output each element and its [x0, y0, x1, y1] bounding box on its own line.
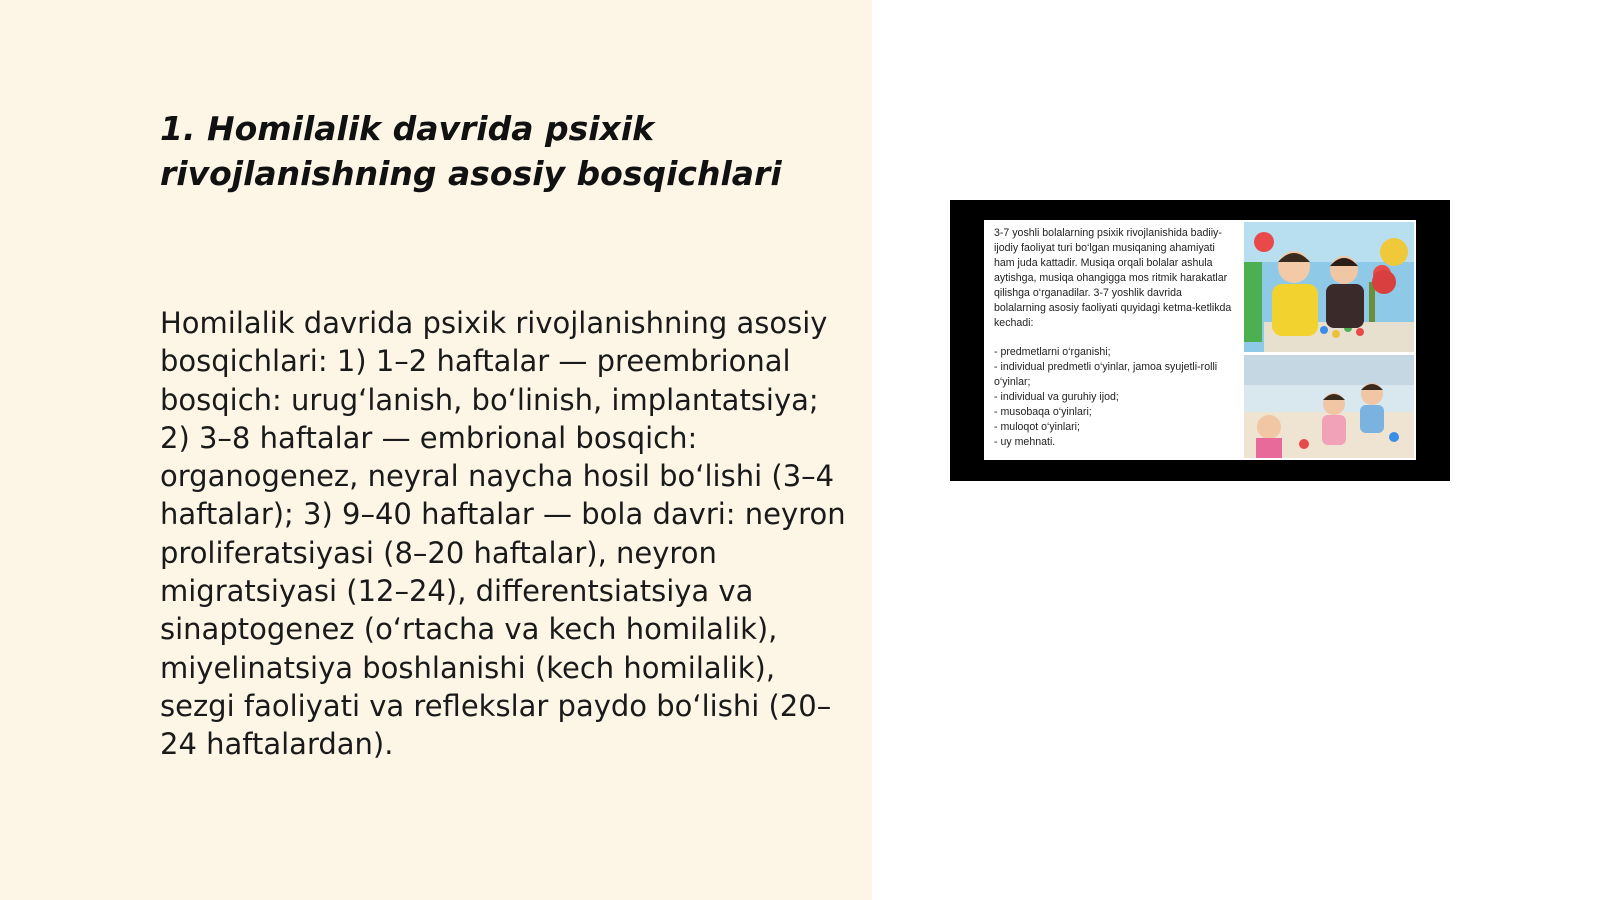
slide-body-text: Homilalik davrida psixik rivojlanishning asosiy bosqichlari: 1) 1–2 haftalar — preembrional bosqich: urug‘lanish, bo‘linish, implantatsiya; 2) 3–8 haftalar — embrional bosqich: organogenez, neyral naycha hosil bo‘lishi (3–4 haftalar); 3) 9–40 haftalar — bola davri: neyron proliferatsiyasi (8–20 haftalar), neyron migratsiyasi (12–24), differentsiatsiya va sinaptogenez (o‘rtacha va kech homilalik), miyelinatsiya boshlanishi (kech homilalik), sezgi faoliyati va reflekslar paydo bo‘lishi (20–24 haftalardan). [160, 306, 846, 762]
list-item: - muloqot o‘yinlari; [994, 421, 1080, 433]
slide-title: 1. Homilalik davrida psixik rivojlanishning asosiy bosqichlari [160, 109, 782, 193]
list-item: - musobaqa o‘yinlari; [994, 406, 1092, 418]
embedded-slide-card [984, 220, 1416, 460]
list-item: - uy mehnati. [994, 436, 1056, 448]
embedded-activity-list [994, 345, 1234, 450]
list-item: - individual predmetli o‘yinlar, jamoa syujetli-rolli o‘yinlar; [994, 361, 1218, 388]
list-item: - predmetlarni o‘rganishi; [994, 346, 1111, 358]
list-item: - individual va guruhiy ijod; [994, 391, 1119, 403]
embedded-paragraph: 3-7 yoshli bolalarning psixik rivojlanishida badiiy-ijodiy faoliyat turi bo‘lgan musiqaning ahamiyati ham juda kattadir. Musiqa orqali bolalar ashula aytishga, musiqa ohangigga mos ritmik harakatlar qilishga o‘rganadilar. 3-7 yoshlik davrida bolalarning asosiy faoliyati quyidagi ketma-ketlikda kechadi: [994, 227, 1232, 329]
children-photo [1244, 222, 1414, 458]
embedded-slide-text [994, 226, 1234, 450]
embedded-slide-image [950, 200, 1450, 481]
